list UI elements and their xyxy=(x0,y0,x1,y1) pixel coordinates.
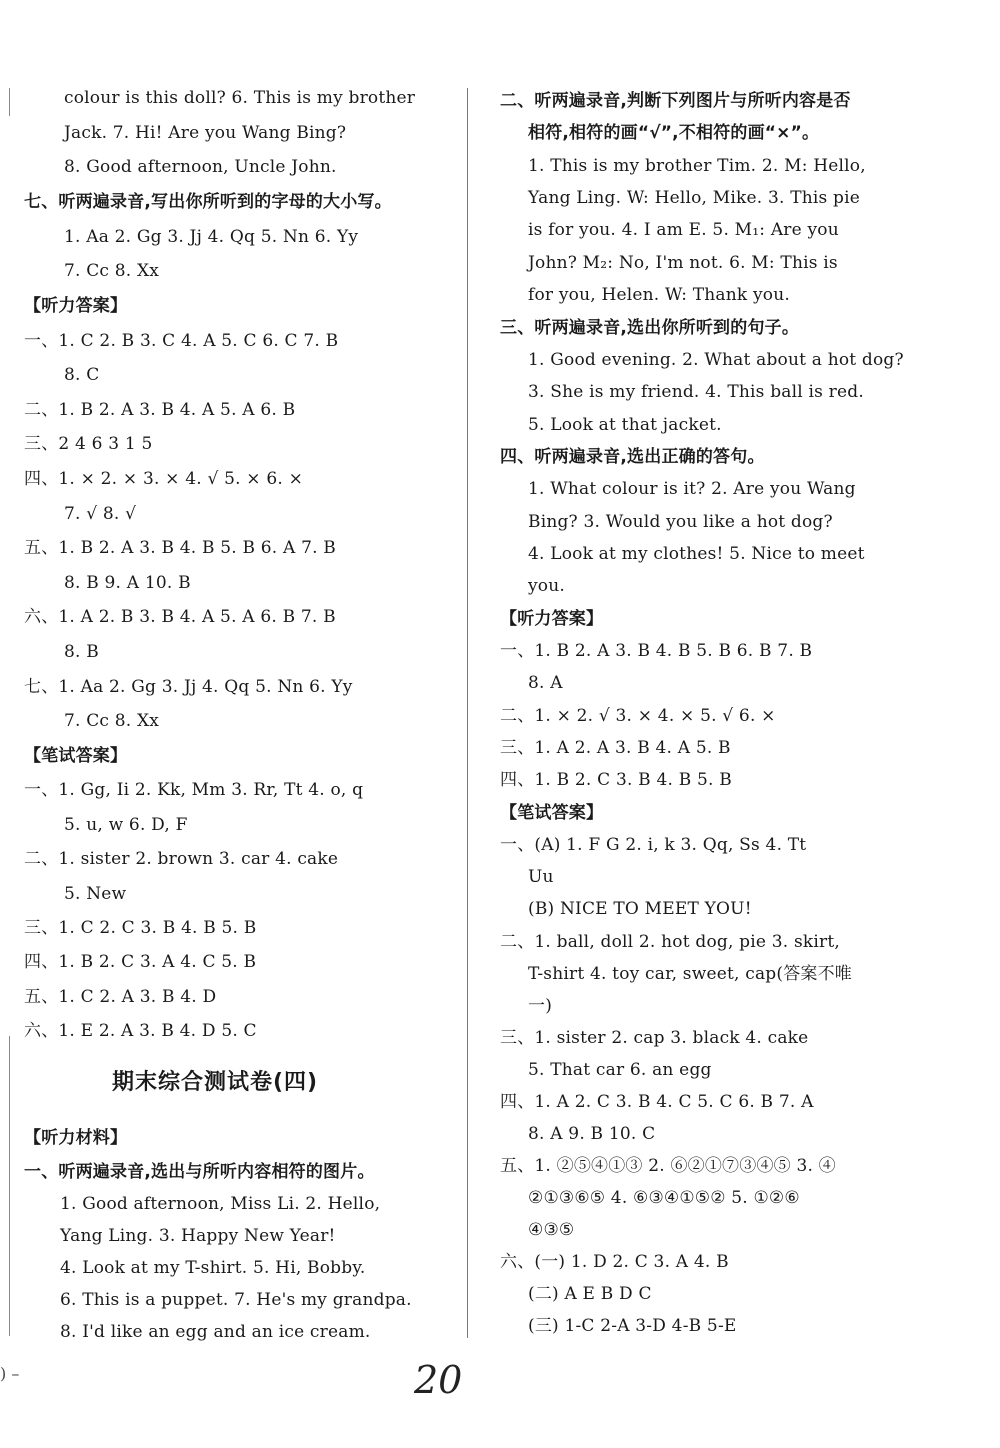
right-line: 8. A xyxy=(528,673,563,693)
right-line: 4. Look at my clothes! 5. Nice to meet xyxy=(528,544,865,564)
right-line: (二) A E B D C xyxy=(528,1284,652,1304)
left-line: 四、1. B 2. C 3. A 4. C 5. B xyxy=(24,952,257,972)
right-line: 六、(一) 1. D 2. C 3. A 4. B xyxy=(500,1252,729,1272)
left-line: 七、听两遍录音,写出你所听到的字母的大小写。 xyxy=(24,192,392,212)
left-line: 三、2 4 6 3 1 5 xyxy=(24,434,153,454)
left-line: 8. B 9. A 10. B xyxy=(64,573,191,593)
left-line: 【听力答案】 xyxy=(24,296,128,316)
left-line: 四、1. × 2. × 3. × 4. √ 5. × 6. × xyxy=(24,469,304,489)
right-line: (B) NICE TO MEET YOU! xyxy=(528,899,752,919)
right-line: 三、1. sister 2. cap 3. black 4. cake xyxy=(500,1028,809,1048)
right-line: 一、1. B 2. A 3. B 4. B 5. B 6. B 7. B xyxy=(500,641,813,661)
left-line: 五、1. C 2. A 3. B 4. D xyxy=(24,987,217,1007)
right-line: 三、1. A 2. A 3. B 4. A 5. B xyxy=(500,738,731,758)
left-line: 一、听两遍录音,选出与所听内容相符的图片。 xyxy=(24,1162,375,1182)
right-line: 二、听两遍录音,判断下列图片与所听内容是否 xyxy=(500,91,851,111)
right-line: 一、(A) 1. F G 2. i, k 3. Qq, Ss 4. Tt xyxy=(500,835,807,855)
right-line: Yang Ling. W: Hello, Mike. 3. This pie xyxy=(528,188,861,208)
left-line: 6. This is a puppet. 7. He's my grandpa. xyxy=(60,1290,412,1310)
right-line: 四、1. B 2. C 3. B 4. B 5. B xyxy=(500,770,732,790)
left-line: 七、1. Aa 2. Gg 3. Jj 4. Qq 5. Nn 6. Yy xyxy=(24,677,353,697)
right-line: 相符,相符的画“√”,不相符的画“×”。 xyxy=(528,123,820,143)
right-line: ④③⑤ xyxy=(528,1220,575,1240)
left-line: 1. Aa 2. Gg 3. Jj 4. Qq 5. Nn 6. Yy xyxy=(64,227,359,247)
right-line: 5. That car 6. an egg xyxy=(528,1060,712,1080)
left-line: 【笔试答案】 xyxy=(24,746,128,766)
left-line: 8. C xyxy=(64,365,100,385)
left-margin-line-top xyxy=(9,88,10,116)
right-line: ②①③⑥⑤ 4. ⑥③④①⑤② 5. ①②⑥ xyxy=(528,1188,800,1208)
section-title: 期末综合测试卷(四) xyxy=(112,1070,319,1095)
left-line: colour is this doll? 6. This is my brother xyxy=(64,88,416,108)
left-line: 8. B xyxy=(64,642,99,662)
left-line: 7. Cc 8. Xx xyxy=(64,711,160,731)
right-line: 三、听两遍录音,选出你所听到的句子。 xyxy=(500,318,800,338)
corner-mark: ) – xyxy=(0,1364,20,1383)
left-line: 1. Good afternoon, Miss Li. 2. Hello, xyxy=(60,1194,381,1214)
right-line: 8. A 9. B 10. C xyxy=(528,1124,656,1144)
left-line: 三、1. C 2. C 3. B 4. B 5. B xyxy=(24,918,257,938)
left-line: 二、1. B 2. A 3. B 4. A 5. A 6. B xyxy=(24,400,296,420)
right-line: you. xyxy=(528,576,565,596)
left-line: 5. u, w 6. D, F xyxy=(64,815,188,835)
right-line: Uu xyxy=(528,867,554,887)
page-number: 20 xyxy=(414,1358,463,1402)
left-margin-line-bottom xyxy=(9,1036,10,1336)
left-line: 一、1. Gg, Ii 2. Kk, Mm 3. Rr, Tt 4. o, q xyxy=(24,780,364,800)
right-line: 四、听两遍录音,选出正确的答句。 xyxy=(500,447,765,467)
left-line: 8. I'd like an egg and an ice cream. xyxy=(60,1322,371,1342)
left-line: 五、1. B 2. A 3. B 4. B 5. B 6. A 7. B xyxy=(24,538,337,558)
left-line: 8. Good afternoon, Uncle John. xyxy=(64,157,337,177)
right-line: for you, Helen. W: Thank you. xyxy=(528,285,790,305)
right-line: Bing? 3. Would you like a hot dog? xyxy=(528,512,833,532)
left-line: 二、1. sister 2. brown 3. car 4. cake xyxy=(24,849,339,869)
left-line: 六、1. E 2. A 3. B 4. D 5. C xyxy=(24,1021,257,1041)
right-line: T-shirt 4. toy car, sweet, cap(答案不唯 xyxy=(528,964,852,984)
right-line: 【笔试答案】 xyxy=(500,803,604,823)
left-line: 5. New xyxy=(64,884,127,904)
left-line: Jack. 7. Hi! Are you Wang Bing? xyxy=(64,123,347,143)
right-line: 五、1. ②⑤④①③ 2. ⑥②①⑦③④⑤ 3. ④ xyxy=(500,1156,836,1176)
left-line: 六、1. A 2. B 3. B 4. A 5. A 6. B 7. B xyxy=(24,607,336,627)
right-line: 四、1. A 2. C 3. B 4. C 5. C 6. B 7. A xyxy=(500,1092,814,1112)
right-line: John? M₂: No, I'm not. 6. M: This is xyxy=(528,253,838,273)
left-line: 4. Look at my T-shirt. 5. Hi, Bobby. xyxy=(60,1258,366,1278)
right-line: 二、1. × 2. √ 3. × 4. × 5. √ 6. × xyxy=(500,706,776,726)
right-line: 1. What colour is it? 2. Are you Wang xyxy=(528,479,856,499)
right-line: 3. She is my friend. 4. This ball is red. xyxy=(528,382,864,402)
left-line: 【听力材料】 xyxy=(24,1128,128,1148)
left-line: 一、1. C 2. B 3. C 4. A 5. C 6. C 7. B xyxy=(24,331,339,351)
right-line: 【听力答案】 xyxy=(500,609,604,629)
right-line: 一) xyxy=(528,996,553,1016)
right-line: 5. Look at that jacket. xyxy=(528,415,722,435)
right-line: 1. This is my brother Tim. 2. M: Hello, xyxy=(528,156,866,176)
left-line: Yang Ling. 3. Happy New Year! xyxy=(60,1226,336,1246)
right-line: 二、1. ball, doll 2. hot dog, pie 3. skirt, xyxy=(500,932,840,952)
column-divider xyxy=(467,88,468,1338)
right-line: (三) 1-C 2-A 3-D 4-B 5-E xyxy=(528,1316,737,1336)
right-line: is for you. 4. I am E. 5. M₁: Are you xyxy=(528,220,839,240)
right-line: 1. Good evening. 2. What about a hot dog? xyxy=(528,350,904,370)
left-line: 7. Cc 8. Xx xyxy=(64,261,160,281)
left-line: 7. √ 8. √ xyxy=(64,504,137,524)
